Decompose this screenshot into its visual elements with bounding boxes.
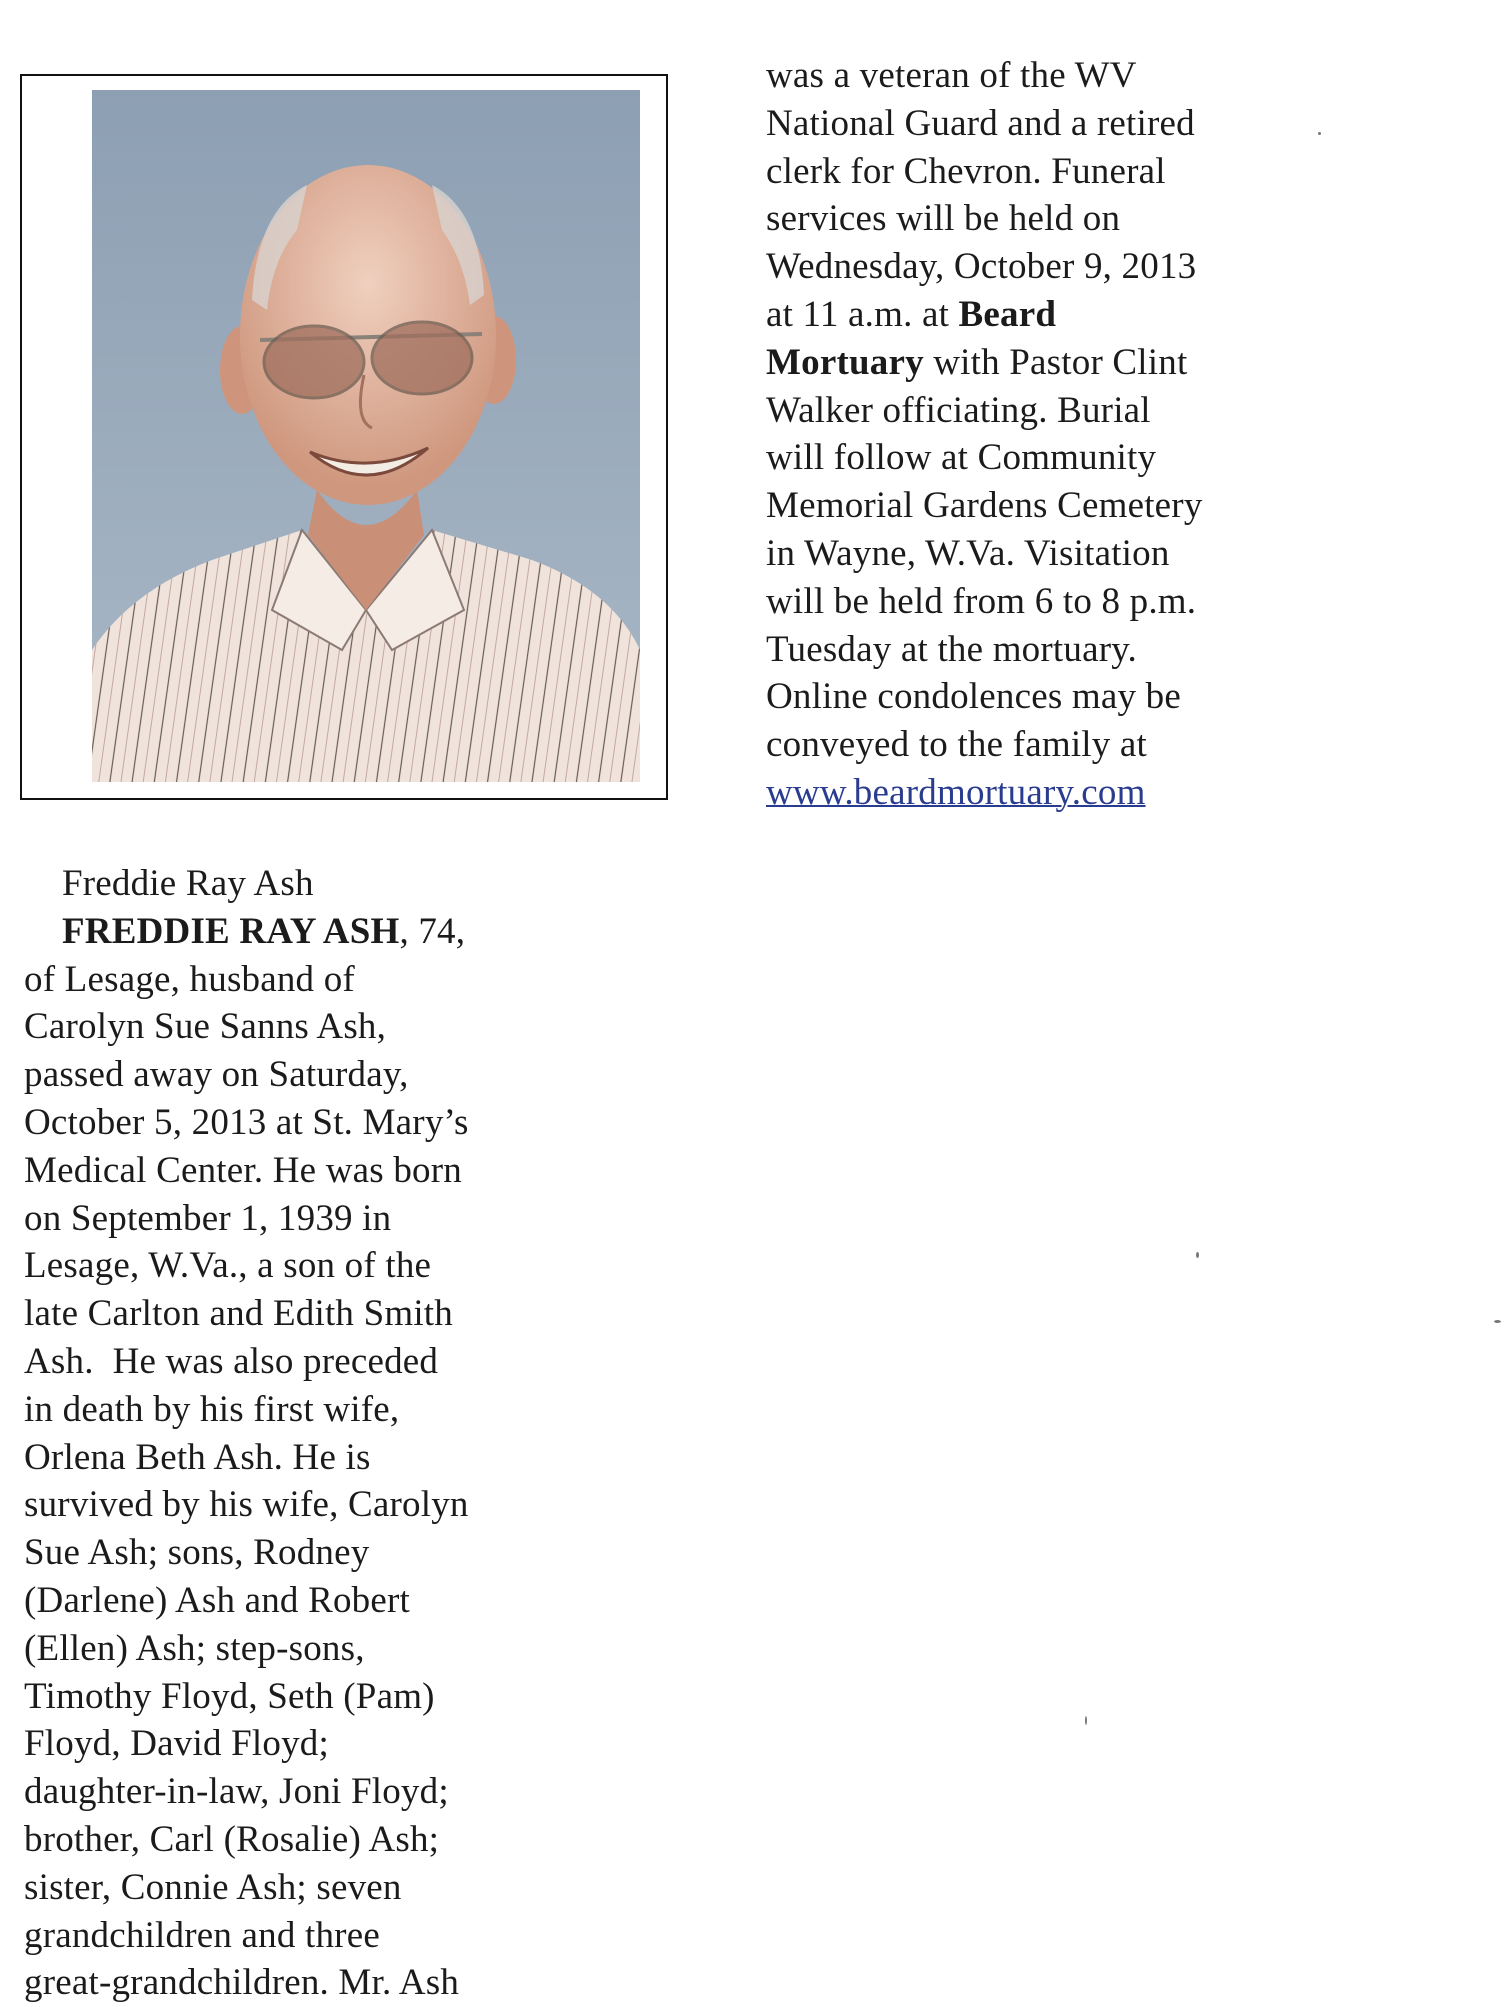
text-line: Wednesday, October 9, 2013 — [766, 246, 1197, 288]
text-line: was a veteran of the WV — [766, 55, 1137, 96]
text-line — [766, 339, 1266, 387]
text-line: (Ellen) Ash; step-sons, — [24, 1627, 365, 1669]
text-line: Medical Center. He was born — [24, 1149, 462, 1191]
text-line: on September 1, 1939 in — [24, 1197, 392, 1239]
obituary-column — [24, 860, 524, 2007]
scan-speck — [1196, 1252, 1199, 1258]
text-line: clerk for Chevron. Funeral — [766, 150, 1166, 192]
text-line: survived by his wife, Carolyn — [24, 1484, 469, 1526]
obituary-name-heading: Freddie Ray Ash — [62, 863, 314, 904]
age-text: , 74, — [399, 910, 466, 952]
mortuary-name-bold: Beard — [958, 293, 1057, 335]
text-line: October 5, 2013 at St. Mary’s — [24, 1101, 469, 1143]
mortuary-website-link[interactable]: www.beardmortuary.com — [766, 771, 1146, 813]
text-line: passed away on Saturday, — [24, 1054, 409, 1096]
service-time-text: at 11 a.m. at — [766, 293, 950, 335]
text-line: services will be held on — [766, 198, 1121, 240]
text-line: grandchildren and three — [24, 1914, 380, 1956]
mortuary-name-bold: Mortuary — [766, 341, 924, 383]
text-line: will follow at Community — [766, 437, 1157, 479]
photo-frame — [20, 74, 668, 800]
text-line: great-grandchildren. Mr. Ash — [24, 1962, 460, 2004]
text-line: Memorial Gardens Cemetery — [766, 485, 1203, 527]
text-line: Floyd, David Floyd; — [24, 1723, 329, 1765]
text-line: Lesage, W.Va., a son of the — [24, 1245, 432, 1287]
text-line: brother, Carl (Rosalie) Ash; — [24, 1818, 440, 1860]
text-line: Timothy Floyd, Seth (Pam) — [24, 1675, 435, 1717]
text-line: daughter-in-law, Joni Floyd; — [24, 1771, 449, 1813]
text-line: in Wayne, W.Va. Visitation — [766, 532, 1170, 574]
text-line: Carolyn Sue Sanns Ash, — [24, 1006, 387, 1048]
text-line: Online condolences may be — [766, 676, 1181, 718]
text-line: will be held from 6 to 8 p.m. — [766, 580, 1197, 622]
text-line: Orlena Beth Ash. He is — [24, 1436, 371, 1478]
text-line: of Lesage, husband of — [24, 958, 355, 1000]
scan-speck — [1085, 1716, 1087, 1725]
text-line — [766, 291, 1266, 339]
text-line: Tuesday at the mortuary. — [766, 628, 1137, 670]
text-line: (Darlene) Ash and Robert — [24, 1579, 410, 1621]
obituary-continued-column — [766, 52, 1266, 817]
text-line: Sue Ash; sons, Rodney — [24, 1532, 370, 1574]
text-line: sister, Connie Ash; seven — [24, 1866, 402, 1908]
scan-speck — [1494, 1320, 1501, 1323]
officiant-text: with Pastor Clint — [933, 341, 1188, 383]
text-line: conveyed to the family at — [766, 724, 1148, 766]
text-line: Ash. He was also preceded — [24, 1340, 439, 1382]
text-line: in death by his first wife, — [24, 1388, 400, 1430]
scan-speck — [1318, 132, 1321, 135]
text-line: late Carlton and Edith Smith — [24, 1293, 453, 1335]
text-line: National Guard and a retired — [766, 102, 1195, 144]
text-line: Walker officiating. Burial — [766, 389, 1151, 431]
portrait-photo — [92, 90, 640, 782]
deceased-name-bold: FREDDIE RAY ASH — [62, 910, 400, 952]
text-line — [24, 908, 524, 956]
